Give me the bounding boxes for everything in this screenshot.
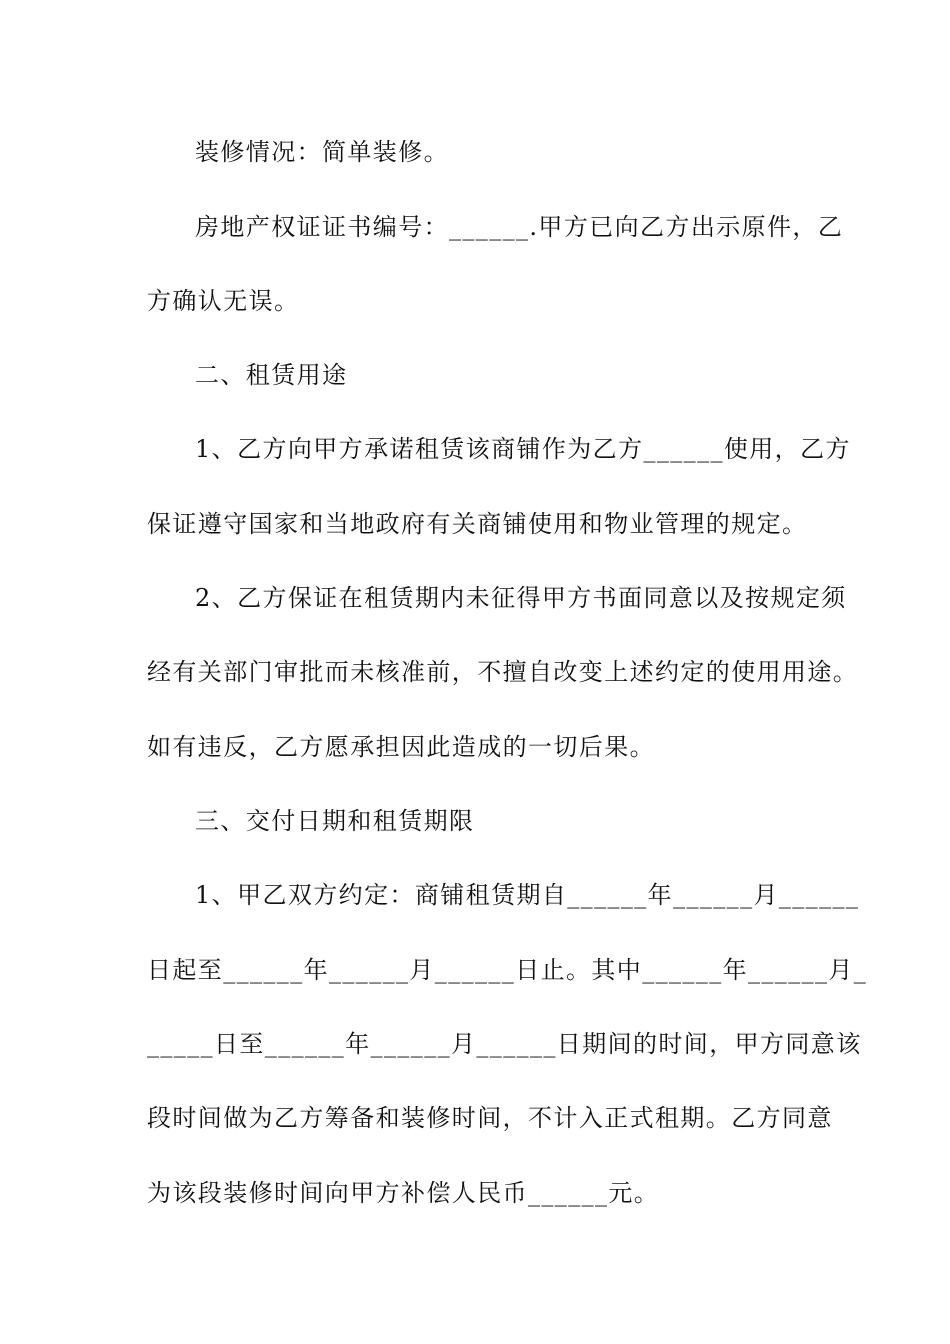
text-line-purpose-item1-cont: 保证遵守国家和当地政府有关商铺使用和物业管理的规定。 bbox=[147, 510, 808, 538]
text-line-certificate-confirm: 方确认无误。 bbox=[147, 287, 300, 315]
text-line-purpose-item2-cont: 经有关部门审批而未核准前，不擅自改变上述约定的使用用途。 bbox=[147, 658, 859, 686]
text-line-purpose-item1: 1、乙方向甲方承诺租赁该商铺作为乙方______使用，乙方 bbox=[195, 435, 851, 463]
text-line-term-item1-cont3: 段时间做为乙方筹备和装修时间，不计入正式租期。乙方同意 bbox=[147, 1104, 833, 1132]
section-heading-delivery-term: 三、交付日期和租赁期限 bbox=[195, 807, 475, 835]
text-line-term-item1-cont2: _____日至______年______月______日期间的时间，甲方同意该 bbox=[147, 1030, 862, 1058]
text-line-decoration-status: 装修情况：简单装修。 bbox=[195, 138, 449, 166]
text-line-purpose-item2: 2、乙方保证在租赁期内未征得甲方书面同意以及按规定须 bbox=[195, 584, 847, 612]
text-line-term-item1-cont: 日起至______年______月______日止。其中______年______月_ bbox=[147, 956, 868, 984]
text-line-purpose-item2-cont2: 如有违反，乙方愿承担因此造成的一切后果。 bbox=[147, 733, 655, 761]
section-heading-lease-purpose: 二、租赁用途 bbox=[195, 361, 348, 389]
text-line-term-item1-cont4: 为该段装修时间向甲方补偿人民币______元。 bbox=[147, 1179, 660, 1207]
text-line-term-item1: 1、甲乙双方约定：商铺租赁期自______年______月______ bbox=[195, 881, 860, 909]
text-line-certificate-number: 房地产权证证书编号：______.甲方已向乙方出示原件，乙 bbox=[195, 213, 844, 241]
